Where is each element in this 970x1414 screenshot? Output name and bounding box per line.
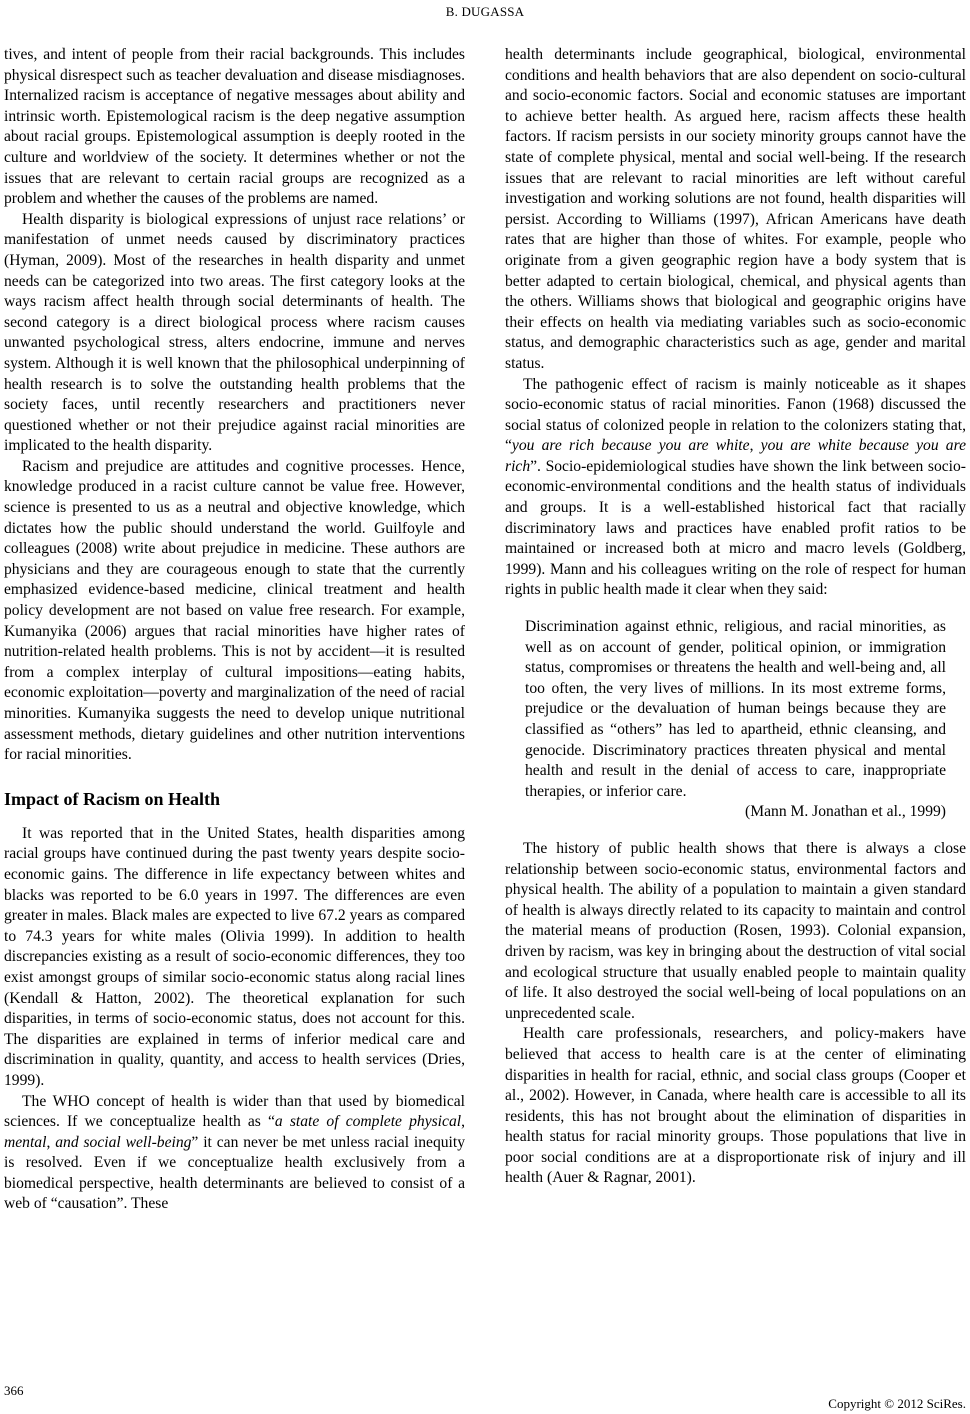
quote-citation: (Mann M. Jonathan et al., 1999) (745, 803, 946, 821)
text-run: The pathogenic effect of racism is mainly noticeable as it shapes socio-economic status of racial minorities. Fanon (1968) discussed the social status of colonized people in relation to the colonizers stating that, “ (505, 375, 966, 455)
paragraph: health determinants include geographical, biological, environmental conditions and health behaviors that are also dependent on socio-cultural and socio-economic factors. Social and economic statuses are important to achieve better health. As argued here, racism affects these health factors. If racism persists in our society minority groups cannot have the state of complete physical, mental and social well-being. If the research issues that are relevant to racial minorities are left without careful investigation and working solutions are not found, health disparities will persist. According to Williams (1997), African Americans have death rates that are higher than those of whites. For example, people who originate from a given geographic region have a body system that is better adapted to certain biological, chemical, and physical agents than the others. Williams shows that biological and geographic origins have their effects on health via mediating variables such as socio-economic status, and demographic characteristics such as age, gender and marital status. (505, 46, 966, 372)
quote-text: Discrimination against ethnic, religious, and racial minorities, as well as on account of gender, political opinion, or immigration status, compromises or threatens the health and well-being and, all too often, the very lives of millions. In its most extreme forms, prejudice or the devaluation of human beings because they are classified as “others” has led to apartheid, ethnic cleansing, and genocide. Discriminatory practices threaten physical and mental health and result in the denial of access to care, inappropriate therapies, or inferior care. (525, 618, 946, 800)
copyright-notice: Copyright © 2012 SciRes. (828, 1396, 966, 1411)
emphasis-text: you are rich because you are white (511, 437, 750, 455)
paragraph: It was reported that in the United States, health disparities among racial groups have continued during the past twenty years despite socio-economic gains. The difference in life expectancy between whites and blacks was reported to be 6.0 years in 1997. The differences are even greater in males. Black males are expected to live 67.2 years as compared to 74.3 years for white males (Olivia 1999). In addition to health discrepancies existing as a result of socio-economic differences, they too exist amongst groups of similar socio-economic status along racial lines (Kendall & Hatton, 2002). The theoretical explanation for such disparities, in terms of socio-economic status, does not account for this. The disparities are explained in terms of inferior medical care and discrimination in quality, quantity, and access to health services (Dries, 1999). (4, 824, 465, 1089)
paragraph: Racism and prejudice are attitudes and cognitive processes. Hence, knowledge produced in a racist culture cannot be value free. However, science is presented to us as a neutral and objective knowledge, which dictates how the public should understand the world. Guilfoyle and colleagues (2008) write about prejudice in medicine. These authors are physicians and they are courageous enough to state that the currently emphasized evidence-based medicine, clinical treatment and health policy development are not based on value free research. For example, Kumanyika (2006) argues that racial minorities have higher rates of nutrition-related health problems. This is not by accident—it is resulted from a complex interplay of cultural impositions—eating habits, economic exploitation—poverty and marginalization of the need of racial minorities. Kumanyika suggests the need to develop unique nutritional assessment methods, dietary guidelines and other nutrition interventions for racial minorities. (4, 457, 465, 764)
right-column (505, 45, 966, 1189)
text-run: , (461, 1113, 465, 1131)
text-run: ” it can never be met unless racial inequity is resolved. Even if we conceptualize health exclusively from a biomedical perspective, health determinants are believed to consist of a web of “causation”. These (4, 1133, 466, 1213)
text-run: , (749, 437, 761, 455)
paragraph: The history of public health shows that there is always a close relationship between socio-economic status, environmental factors and physical health. The ability of a population to maintain a given standard of health is always directly related to its capacity to maintain and control the material means of production (Rosen, 1993). Colonial expansion, driven by racism, was key in bringing about the destruction of vital social and ecological structure that usually enabled people to maintain quality of life. It also destroyed the social well-being of local populations on an unprecedented scale. (505, 839, 966, 1022)
paragraph (505, 375, 966, 602)
block-quote (525, 617, 946, 823)
left-column (4, 45, 465, 1215)
text-run: The WHO concept of health is wider than that used by biomedical sciences. If we conceptualize health as “ (4, 1092, 465, 1131)
text-run: , (46, 1133, 56, 1151)
paragraph: Health care professionals, researchers, and policy-makers have believed that access to health care is at the center of eliminating disparities in health for racial, ethnic, and social class groups (Cooper et al., 2002). However, in Canada, where health care is accessible to all its residents, this has not brought about the elimination of disparities in health status for racial minority groups. Those populations that live in poor social conditions are at a disproportionate risk of injury and ill health (Auer & Ragnar, 2001). (505, 1025, 966, 1187)
emphasis-text: a state of complete physical (274, 1113, 462, 1131)
page-number: 366 (4, 1383, 24, 1398)
emphasis-text: you are white because you are rich (505, 437, 967, 475)
emphasis-text: mental (4, 1133, 47, 1151)
paragraph (4, 1092, 465, 1216)
text-run: ”. Socio-epidemiological studies have shown the link between socio-economic-environmental conditions and the health status of individuals and groups. It is a well-established historical fact that racially discriminatory laws and practices have enabled profit ratios to be maintained or increased both at micro and macro levels (Goldberg, 1999). Mann and his colleagues writing on the role of respect for human rights in public health made it clear when they said: (505, 457, 966, 599)
running-head: B. DUGASSA (445, 4, 525, 19)
emphasis-text: and social well-being (55, 1133, 192, 1151)
paragraph: Health disparity is biological expressions of unjust race relations’ or manifestation of unmet needs caused by discriminatory practices (Hyman, 2009). Most of the researches in health disparity and unmet needs can be categorized into two areas. The first category looks at the ways racism affect health through social determinants of health. The second category is a direct biological process where racism causes unwanted psychological stress, alters endocrine, immune and nerves system. Although it is well known that the philosophical underpinning of health research is to solve the outstanding health problems that the society faces, until recently researchers and practitioners never questioned whether or not their prejudice against racial minorities are implicated to the health disparity. (4, 210, 465, 455)
section-heading: Impact of Racism on Health (4, 788, 220, 809)
paragraph: tives, and intent of people from their racial backgrounds. This includes physical disrespect such as teacher devaluation and disease misdiagnoses. Internalized racism is acceptance of negative messages about ability and intrinsic worth. Epistemological racism is the deep negative assumption about racial groups. Epistemological assumption is deeply rooted in the culture and worldview of the society. It determines whether or not the issues that are relevant to certain racial groups are recognized as a problem and whether the causes of the problems are named. (4, 46, 465, 208)
